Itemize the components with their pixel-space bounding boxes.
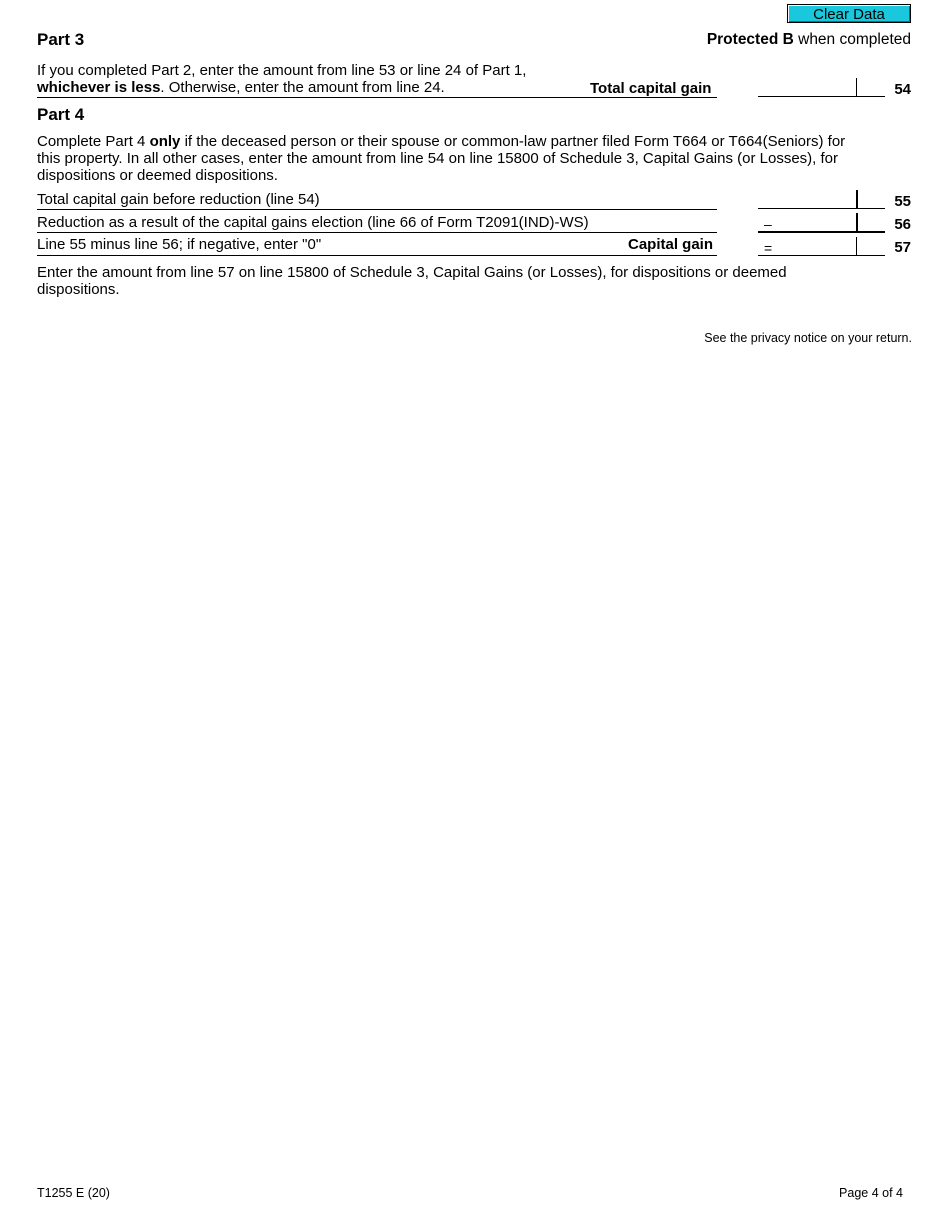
line-56-number: 56 [894,216,911,233]
line-55-amount-field[interactable] [758,190,885,209]
privacy-notice: See the privacy notice on your return. [704,331,912,345]
line-55-number: 55 [894,193,911,210]
clear-data-button[interactable]: Clear Data [787,4,911,23]
line-55-divider [37,209,717,210]
part4-intro-line1 [37,133,845,150]
part3-title: Part 3 [37,30,85,49]
line-54-cents-separator [856,78,857,97]
line-54-number: 54 [894,81,911,98]
line-56-amount-field[interactable] [758,213,885,233]
line-57-cents-separator [856,237,857,256]
protected-b-notice [707,31,911,49]
line-57-equals-operator: = [764,240,773,256]
part3-instruction-bold: whichever is less [37,79,161,96]
part4-intro-end: if the deceased person or their spouse or common-law partner filed Form T664 or T664(Seniors) for [180,133,846,150]
part3-instruction-line2 [37,79,445,96]
capital-gain-label: Capital gain [628,236,714,253]
part4-intro-line3: dispositions or deemed dispositions. [37,167,278,184]
line-56-description: Reduction as a result of the capital gains election (line 66 of Form T2091(IND)-WS) [37,214,589,231]
part4-closing-line2: dispositions. [37,281,120,298]
line-55-description: Total capital gain before reduction (line 54) [37,191,320,208]
protected-b-rest: when completed [793,31,911,48]
line-57-amount-field[interactable] [758,237,885,256]
line-56-cents-separator [856,213,858,232]
line-57-divider [37,255,717,256]
protected-b-label: Protected B [706,31,794,48]
total-capital-gain-label: Total capital gain [590,80,712,97]
line-54-amount-field[interactable] [758,78,885,97]
part4-intro-line2: this property. In all other cases, enter the amount from line 54 on line 15800 of Schedule 3, Capital Gains (or Losses), for [37,150,838,167]
part4-title: Part 4 [37,105,85,124]
part4-closing-line1: Enter the amount from line 57 on line 15800 of Schedule 3, Capital Gains (or Losses), for dispositions or deemed [37,264,787,281]
line-55-cents-separator [856,190,858,209]
line-56-minus-operator: – [764,216,772,232]
line-57-number: 57 [894,239,911,256]
part4-intro-start: Complete Part 4 [37,133,150,150]
form-id: T1255 E (20) [37,1186,110,1200]
line-57-description: Line 55 minus line 56; if negative, enter "0" [37,236,322,253]
line-56-divider [37,232,717,233]
part4-intro-bold: only [149,133,181,150]
page-number: Page 4 of 4 [839,1186,903,1200]
part3-instruction-line1: If you completed Part 2, enter the amount from line 53 or line 24 of Part 1, [37,62,527,79]
part3-instruction-rest: . Otherwise, enter the amount from line 24. [160,79,445,96]
part3-divider [37,97,717,98]
